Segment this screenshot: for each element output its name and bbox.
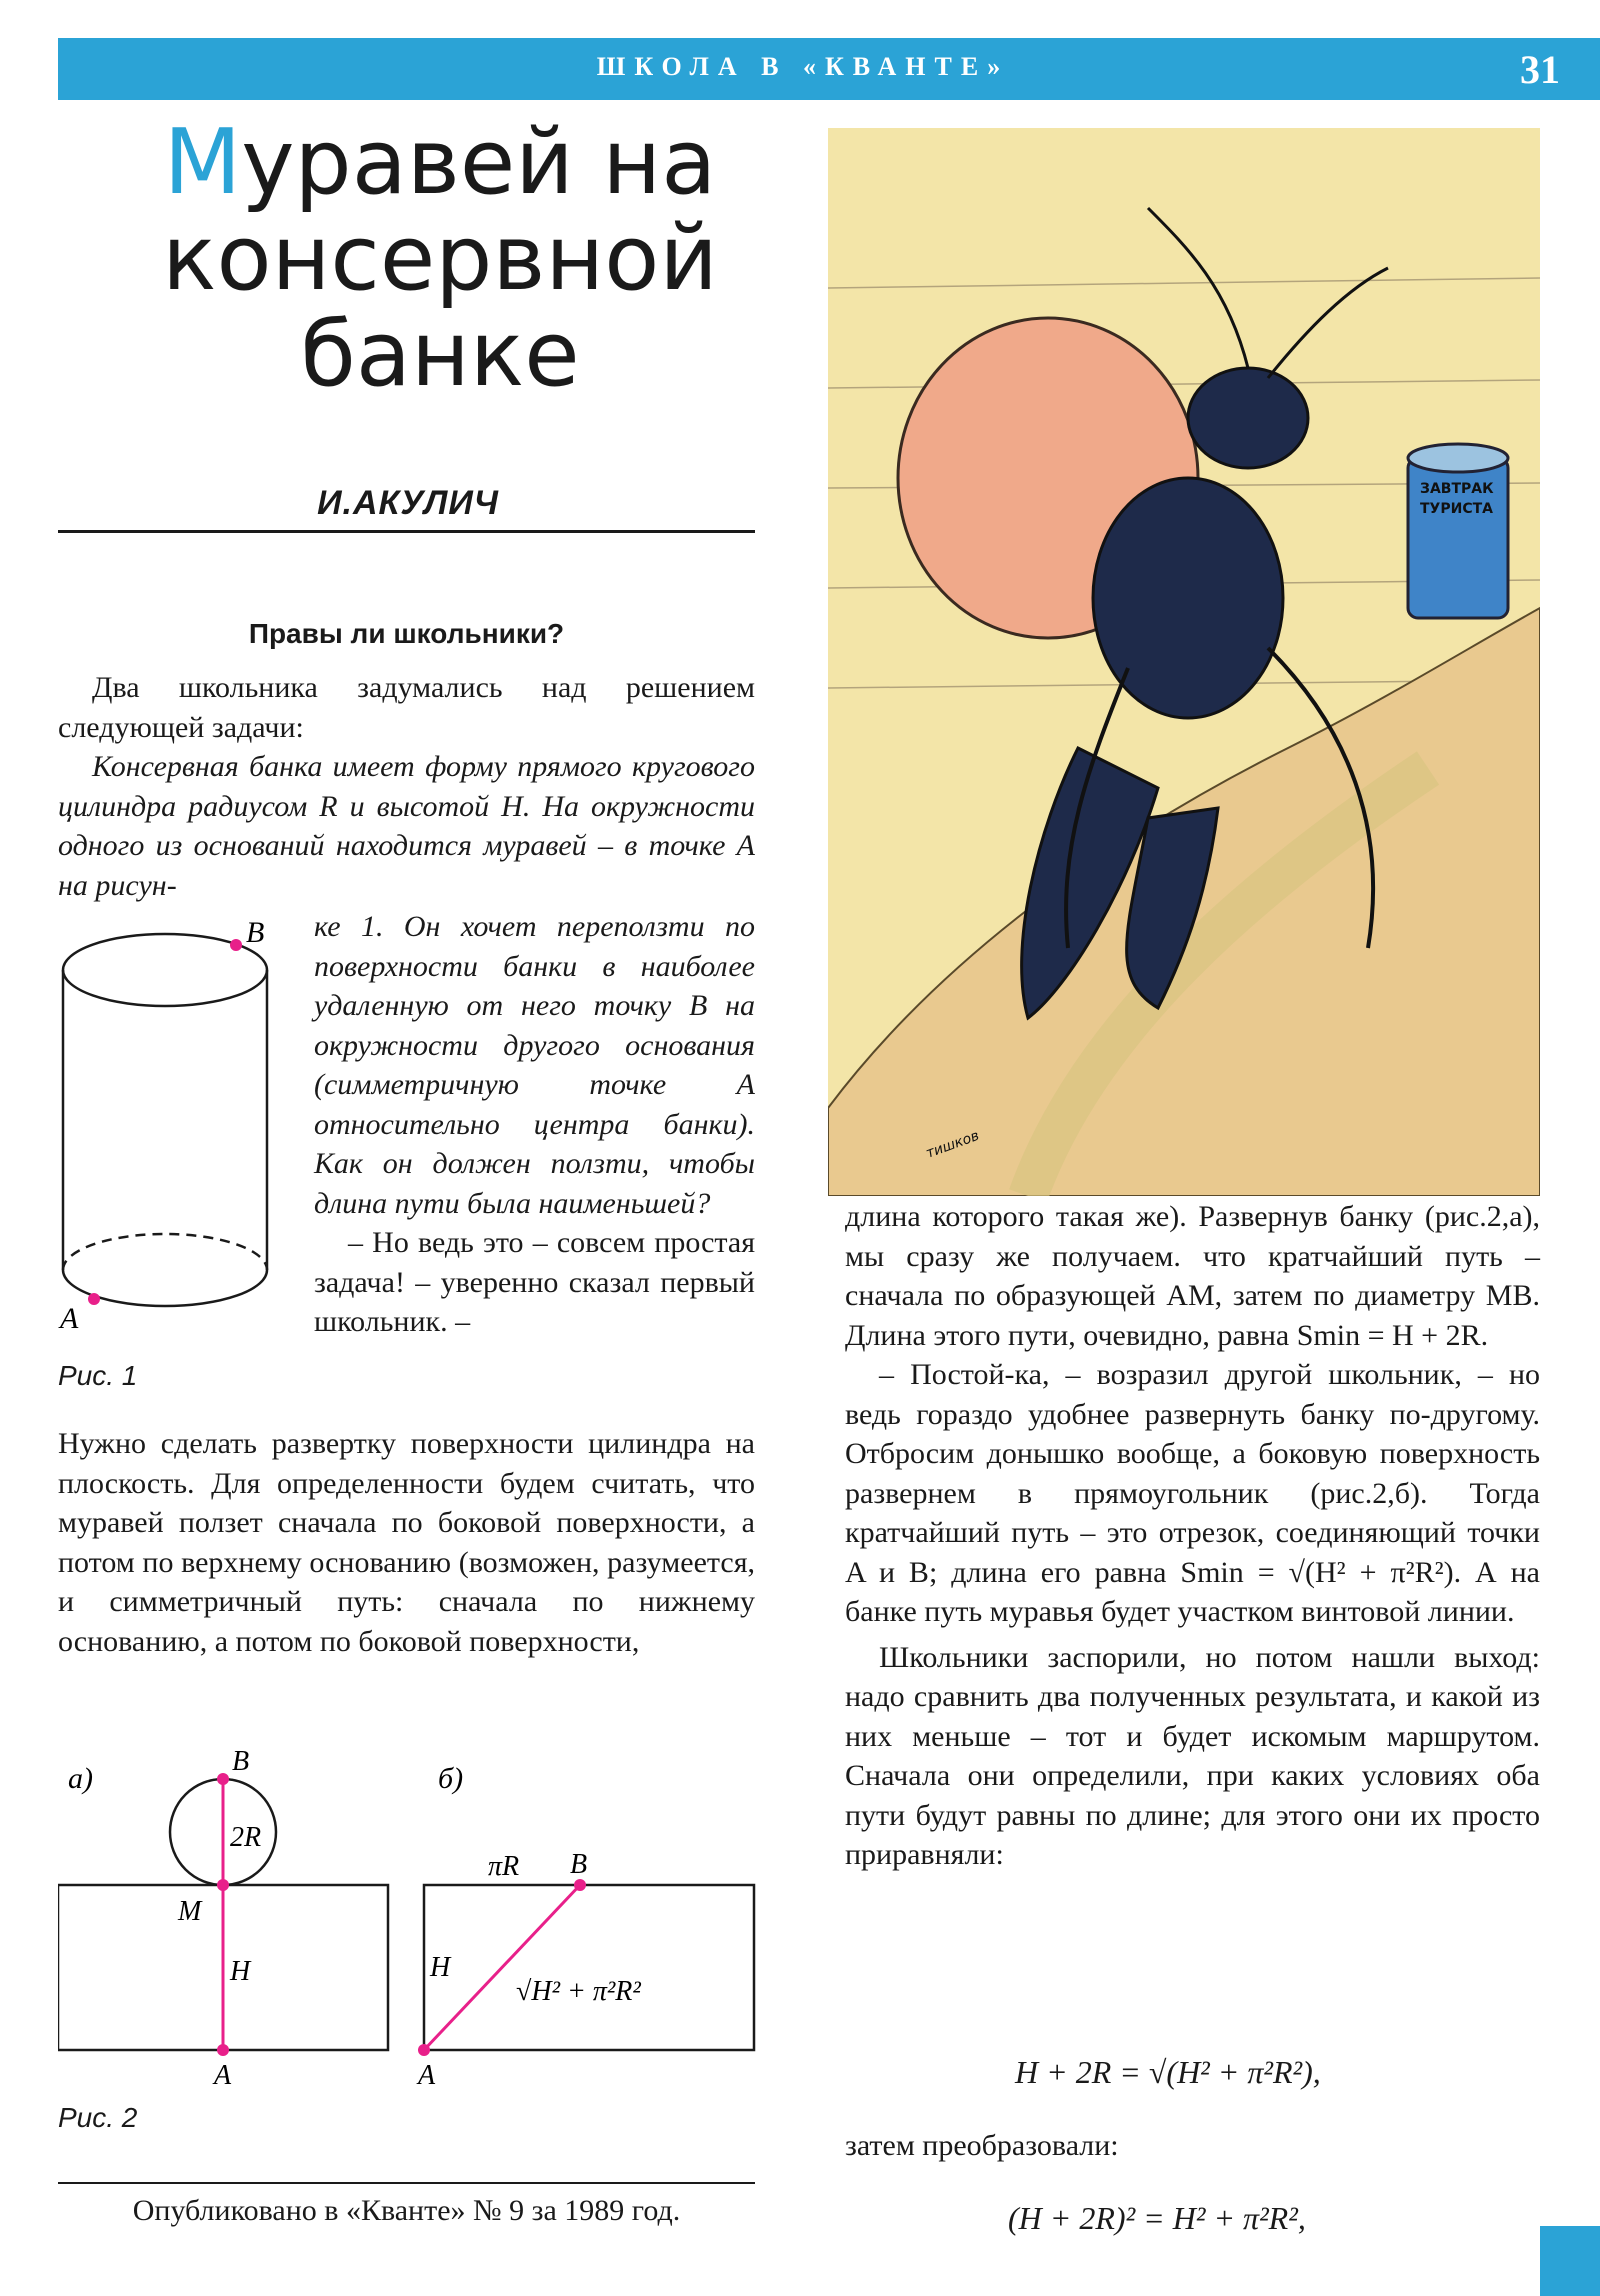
publication-note: Опубликовано в «Кванте» № 9 за 1989 год. xyxy=(132,2194,681,2227)
point-a-marker xyxy=(88,1293,100,1305)
point-a-label: A xyxy=(60,1302,79,1335)
left-column-wrap xyxy=(314,907,755,1342)
figure-1-cylinder xyxy=(58,918,298,1338)
right-column xyxy=(845,1197,1540,1875)
point-b-label: B xyxy=(246,918,265,949)
panel-b-h-label: H xyxy=(430,1952,451,1983)
formula-squared: (H + 2R)² = H² + π²R², xyxy=(1008,2200,1306,2236)
can-label-line-1: ЗАВТРАК xyxy=(1420,481,1494,497)
author-divider xyxy=(58,530,755,533)
panel-b-b-label: B xyxy=(570,1849,588,1880)
dialog-continuation: Нужно сделать развертку поверхности цилиндра на плоскость. Для определенности будем считать, что муравей ползет сначала по боковой поверхности, а потом по верхнему основанию (возможен, разумеется, и симметричный путь: сначала по нижнему основанию, а потом по боковой поверхности, xyxy=(58,1427,755,1658)
panel-a-b-label: B xyxy=(232,1746,250,1777)
after-formula-1: затем преобразовали: xyxy=(845,2129,1119,2162)
title-drop-cap: М xyxy=(163,110,242,215)
panel-a-h-label: H xyxy=(230,1956,251,1987)
figure-2-caption: Рис. 2 xyxy=(58,2102,138,2133)
left-column-top xyxy=(58,668,755,905)
panel-b-a-label: A xyxy=(418,2060,436,2091)
running-title: ШКОЛА В «КВАНТЕ» xyxy=(596,52,1010,81)
left-column-bottom xyxy=(58,1424,755,1661)
footnote-divider xyxy=(58,2182,755,2184)
cylinder-bottom-hidden-arc xyxy=(63,1234,267,1270)
dialog-start: – Но ведь это – совсем простая задача! – уверенно сказал первый школьник. – xyxy=(314,1226,755,1338)
figure-2-unrolled xyxy=(58,1740,758,2140)
panel-a-point-a xyxy=(217,2044,229,2056)
section-subheading: Правы ли школьники? xyxy=(248,618,565,649)
panel-a-a-label: A xyxy=(214,2060,232,2091)
panel-b-label: б) xyxy=(438,1762,464,1795)
cartoon-illustration xyxy=(828,128,1540,1196)
title-line-1: уравей на xyxy=(241,110,717,215)
panel-a-m-label: M xyxy=(178,1896,202,1927)
ant-climbing-can-drawing xyxy=(828,128,1540,1196)
figure-1-caption: Рис. 1 xyxy=(58,1360,138,1391)
right-para-3: Школьники заспорили, но потом нашли выход: надо сравнить два полученных результата, и какой из них меньше – тот и будет искомым маршрутом. Сначала они определили, при каких условиях оба пути будут равны по длине; для этого они их просто приравняли: xyxy=(845,1640,1540,1871)
right-para-2: – Постой-ка, – возразил другой школьник, – но ведь гораздо удобнее развернуть банку по-другому. Отбросим донышко вообще, а боковую поверхность развернем в прямоугольник (рис.2,б). Тогда кратчайший путь – это отрезок, соединяющий точки A и B; длина его равна Smin = √(H² + π²R²). А на банке путь муравья будет участком винтовой линии. xyxy=(845,1358,1540,1628)
title-line-3: банке xyxy=(300,302,580,407)
panel-b-point-b xyxy=(574,1879,586,1891)
panel-b-point-a xyxy=(418,2044,430,2056)
ant-head xyxy=(1188,368,1308,468)
title-line-2: консервной xyxy=(162,206,718,311)
can-label-line-2: ТУРИСТА xyxy=(1420,501,1493,517)
panel-a-point-m xyxy=(217,1879,229,1891)
label-hypotenuse: √H² + π²R² xyxy=(516,1976,641,2007)
after-formula-text xyxy=(845,2126,1540,2166)
intro-paragraph: Два школьника задумались над решением следующей задачи: xyxy=(58,671,755,744)
label-pi-r: πR xyxy=(488,1851,520,1882)
right-para-1: длина которого такая же). Развернув банку (рис.2,а), мы сразу же получаем. что кратчайший путь – сначала по образующей AM, затем по диаметру MB. Длина этого пути, очевидно, равна Smin = H + 2R. xyxy=(845,1200,1540,1352)
author-name: И.АКУЛИЧ xyxy=(317,484,499,522)
page-number: 31 xyxy=(1520,47,1560,92)
formula-equality: H + 2R = √(H² + π²R²), xyxy=(1015,2054,1321,2090)
problem-paragraph: Консервная банка имеет форму прямого кругового цилиндра радиусом R и высотой H. На окружности одного из оснований находится муравей – в точке A на рисун- xyxy=(58,750,755,902)
label-2r: 2R xyxy=(230,1822,262,1853)
corner-accent-block xyxy=(1540,2226,1600,2296)
panel-a-label: а) xyxy=(68,1762,93,1795)
header-bar xyxy=(58,38,1600,100)
point-b-marker xyxy=(230,939,242,951)
problem-continuation: ке 1. Он хочет переползти по поверхности банки в наиболее удаленную от него точку B на окружности другого основания (симметричную точке A относительно центра банки). Как он должен ползти, чтобы длина пути была наименьшей? xyxy=(314,910,755,1220)
panel-b-rectangle xyxy=(424,1885,754,2050)
panel-a-point-b xyxy=(217,1773,229,1785)
article-title xyxy=(140,110,740,407)
ant-antenna xyxy=(1148,208,1248,368)
artist-signature: тишков xyxy=(923,1127,982,1162)
